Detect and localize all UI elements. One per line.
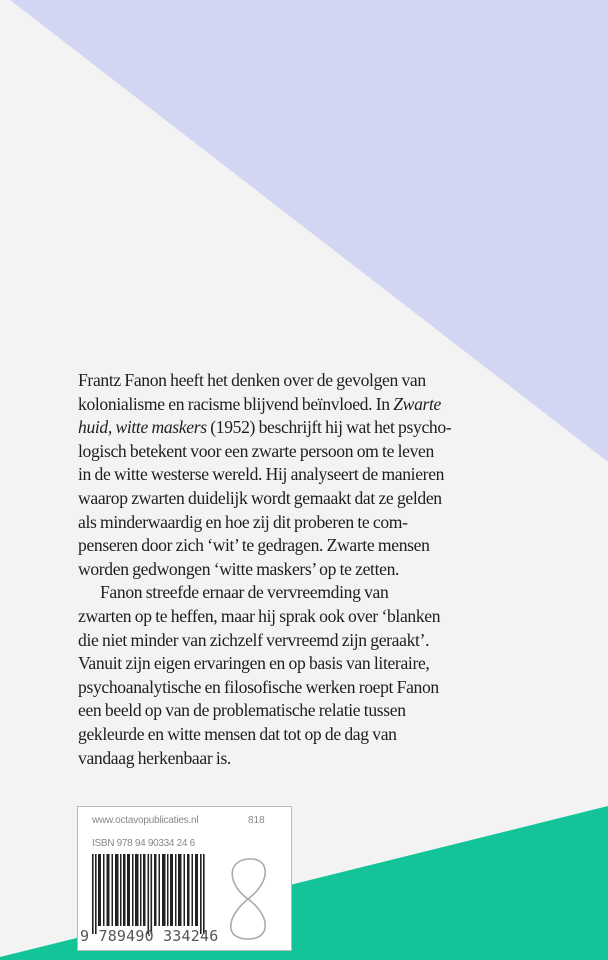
blurb-line: Frantz Fanon heeft het denken over de gevolgen van (78, 370, 426, 390)
blurb-line: waarop zwarten duidelijk wordt gemaakt dat ze gelden (78, 487, 442, 508)
barcode-icon (92, 854, 208, 934)
blurb-line: vandaag herkenbaar is. (78, 747, 231, 768)
book-title-italic: huid, witte maskers (78, 417, 207, 438)
blurb-line: huid, witte maskers (1952) beschrijft hij wat het psycho- (78, 417, 452, 438)
barcode-box (77, 806, 292, 951)
blurb-line: kolonialisme en racisme blijvend beïnvloed. In Zwarte (78, 393, 442, 414)
blurb-line: die niet minder van zichzelf vervreemd zijn geraakt’. (78, 629, 430, 650)
isbn-label: ISBN 978 94 90334 24 6 (92, 838, 195, 849)
blurb-line: Vanuit zijn eigen ervaringen en op basis van literaire, (78, 653, 430, 674)
barcode-digits: 9 789490 334246 (80, 927, 219, 945)
blurb-line: zwarten op te heffen, maar hij sprak ook over ‘blanken (78, 605, 441, 626)
blurb-line: psychoanalytische en filosofische werken roept Fanon (78, 676, 439, 697)
blurb-line: in de witte westerse wereld. Hij analyseert de manieren (78, 464, 445, 485)
blurb-line: logisch betekent voor een zwarte persoon om te leven (78, 440, 434, 461)
blurb-line: penseren door zich ‘wit’ te gedragen. Zwarte mensen (78, 535, 430, 556)
blurb-line: een beeld op van de problematische relatie tussen (78, 700, 406, 721)
blurb-line: gekleurde en witte mensen dat tot op de dag van (78, 723, 397, 744)
book-title-italic: Zwarte (393, 393, 442, 414)
eight-logo-icon (220, 855, 276, 943)
blurb-line: worden gedwongen ‘witte maskers’ op te zetten. (78, 558, 400, 579)
blurb-text (78, 369, 548, 770)
publisher-url: www.octavopublicaties.nl (92, 815, 199, 826)
blurb-line: als minderwaardig en hoe zij dit proberen te com- (78, 511, 408, 532)
series-number: 818 (248, 815, 265, 826)
blurb-line: Fanon streefde ernaar de vervreemding van (100, 582, 389, 603)
